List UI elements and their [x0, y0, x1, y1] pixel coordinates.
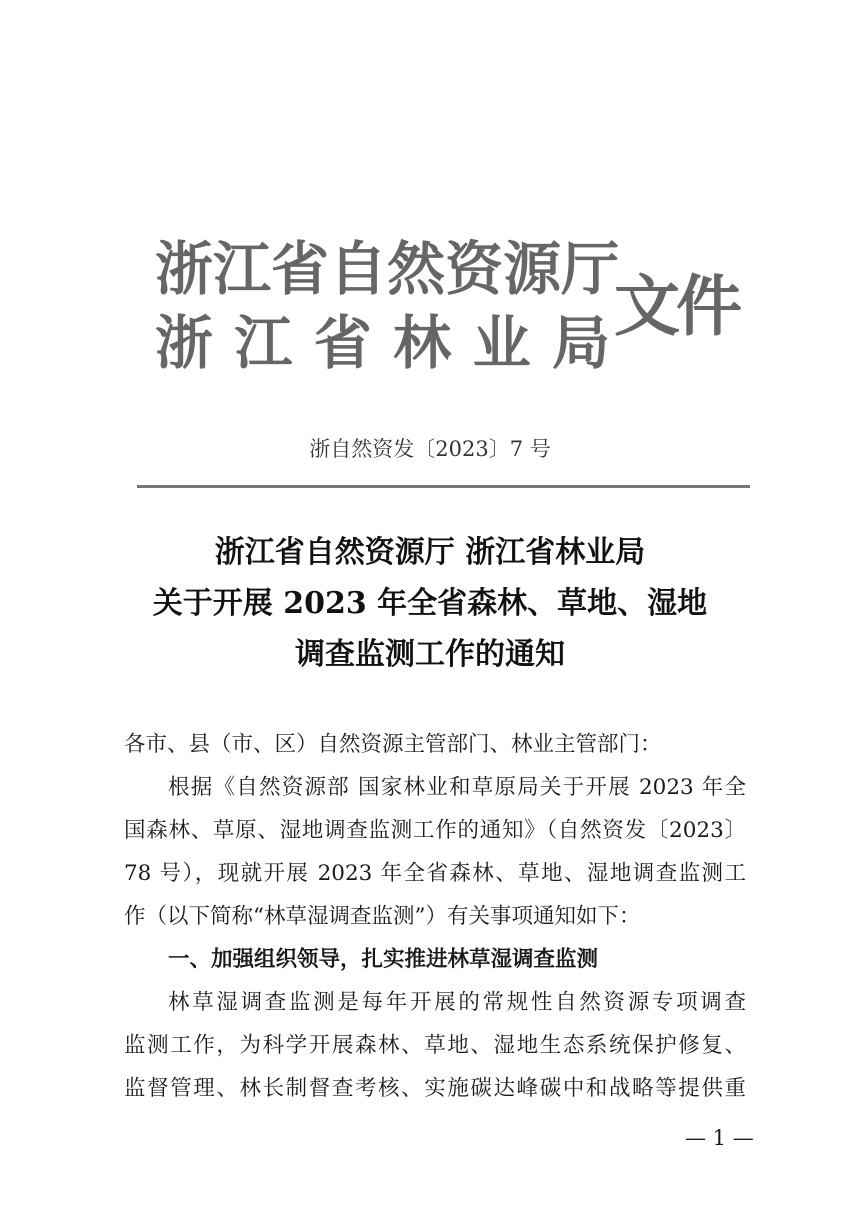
page-number: — 1 — — [685, 1126, 754, 1150]
header-char: 江 — [234, 309, 293, 377]
header-char: 业 — [472, 309, 531, 377]
header-divider — [137, 485, 750, 488]
header-char: 源 — [503, 235, 562, 303]
title-line: 关于开展 2023 年全省森林、草地、湿地 — [152, 586, 708, 621]
header-char: 省 — [313, 309, 372, 377]
authority-line-forestry — [155, 310, 610, 376]
header-char: 厅 — [561, 235, 620, 303]
body-line: 根据《自然资源部 国家林业和草原局关于开展 2023 年全 — [168, 775, 746, 800]
title-line: 浙江省自然资源厅 浙江省林业局 — [214, 535, 646, 570]
header-char: 浙 — [155, 235, 214, 303]
addressee: 各市、县（市、区）自然资源主管部门、林业主管部门： — [124, 732, 662, 757]
header-char: 浙 — [155, 309, 214, 377]
body-line: 78 号），现就开展 2023 年全省森林、草地、湿地调查监测工 — [124, 861, 746, 886]
header-char: 江 — [213, 235, 272, 303]
document-title — [0, 527, 860, 680]
section-heading: 一、加强组织领导，扎实推进林草湿调查监测 — [168, 947, 599, 972]
document-number: 浙自然资发〔2023〕7 号 — [309, 437, 551, 461]
header-char: 资 — [445, 235, 504, 303]
authority-line-natural-resources — [155, 235, 620, 303]
body-line: 国森林、草原、湿地调查监测工作的通知》（自然资发〔2023〕 — [124, 818, 746, 843]
body-line: 监测工作，为科学开展森林、草地、湿地生态系统保护修复、 — [124, 1033, 746, 1058]
header-char: 自 — [329, 235, 388, 303]
doc-type-label: 文件 — [614, 268, 738, 345]
document-body — [124, 723, 746, 1110]
title-line: 调查监测工作的通知 — [295, 637, 565, 672]
header-char: 林 — [393, 309, 452, 377]
header-char: 省 — [271, 235, 330, 303]
body-line: 监督管理、林长制督查考核、实施碳达峰碳中和战略等提供重 — [124, 1076, 746, 1101]
body-line: 林草湿调查监测是每年开展的常规性自然资源专项调查 — [168, 990, 746, 1015]
header-char: 局 — [551, 309, 610, 377]
header-char: 然 — [387, 235, 446, 303]
body-line: 作（以下简称“林草湿调查监测”）有关事项通知如下： — [124, 904, 641, 929]
